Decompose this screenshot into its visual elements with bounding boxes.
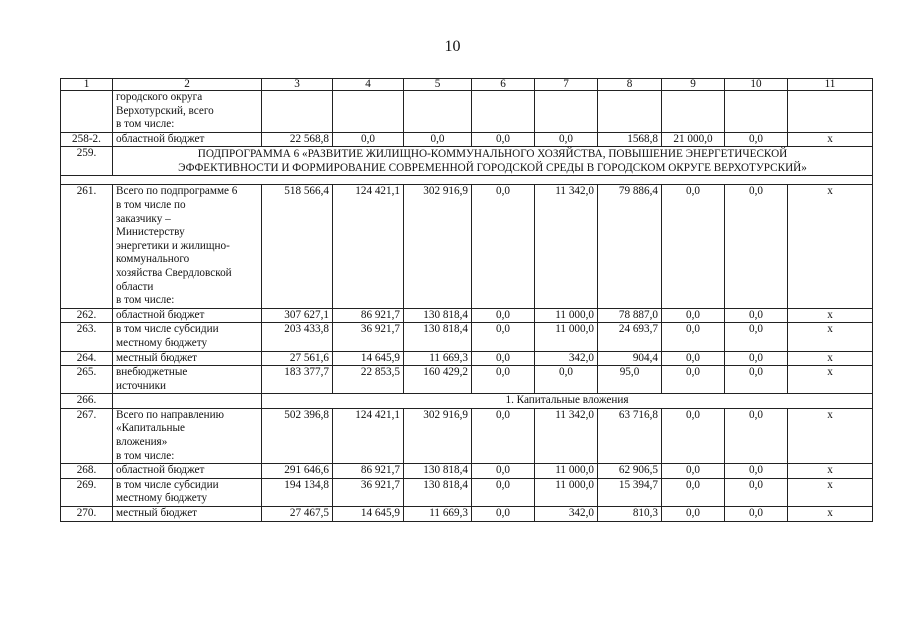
cell-value: 21 000,0 xyxy=(662,132,725,147)
cell-value: 124 421,1 xyxy=(333,185,404,308)
cell-value: 130 818,4 xyxy=(404,308,472,323)
cell-value: 86 921,7 xyxy=(333,464,404,479)
cell-value: 0,0 xyxy=(725,366,788,394)
row-label: областной бюджет xyxy=(113,464,262,479)
table-row xyxy=(61,507,873,522)
cell-value: 11 342,0 xyxy=(535,408,598,463)
cell-value: 0,0 xyxy=(472,464,535,479)
table-row xyxy=(61,464,873,479)
label-line: в том числе субсидии xyxy=(116,478,219,491)
cell-value: 0,0 xyxy=(535,132,598,147)
label-line: в том числе: xyxy=(116,294,175,307)
cell-value: 0,0 xyxy=(725,132,788,147)
row-number: 259. xyxy=(61,147,113,176)
column-header: 9 xyxy=(662,79,725,91)
cell-value: 0,0 xyxy=(662,185,725,308)
table-row xyxy=(61,308,873,323)
table-row xyxy=(61,366,873,394)
cell-value: 0,0 xyxy=(662,323,725,351)
cell-value: x xyxy=(788,132,873,147)
label-line: Всего по направлению xyxy=(116,408,224,421)
page-number: 10 xyxy=(444,38,461,55)
column-header: 8 xyxy=(598,79,662,91)
section-row xyxy=(61,394,873,409)
cell-value: 78 887,0 xyxy=(598,308,662,323)
row-number: 270. xyxy=(61,507,113,522)
cell-value: 0,0 xyxy=(725,507,788,522)
cell-value: x xyxy=(788,507,873,522)
budget-table xyxy=(60,78,873,522)
row-number: 264. xyxy=(61,351,113,366)
row-number: 268. xyxy=(61,464,113,479)
cell-value: 0,0 xyxy=(472,366,535,394)
label-line: «Капитальные xyxy=(116,422,185,435)
cell-value: 15 394,7 xyxy=(598,478,662,506)
label-line: области xyxy=(116,280,154,293)
cell-value: 22 568,8 xyxy=(262,132,333,147)
subprogram-row xyxy=(61,147,873,176)
column-header: 3 xyxy=(262,79,333,91)
cell-value: 0,0 xyxy=(472,185,535,308)
cell-value: 0,0 xyxy=(662,308,725,323)
cell-value: 63 716,8 xyxy=(598,408,662,463)
label-line: городского округа xyxy=(116,91,203,103)
cell-value: 0,0 xyxy=(472,308,535,323)
cell-value: 11 669,3 xyxy=(404,507,472,522)
cell-value: 22 853,5 xyxy=(333,366,404,394)
column-header: 10 xyxy=(725,79,788,91)
cell-value: 0,0 xyxy=(725,185,788,308)
cell-value: 0,0 xyxy=(725,408,788,463)
column-header: 5 xyxy=(404,79,472,91)
cell-value: 130 818,4 xyxy=(404,323,472,351)
label-line: местному бюджету xyxy=(116,492,208,505)
cell-value: 0,0 xyxy=(535,366,598,394)
column-header: 11 xyxy=(788,79,873,91)
row-label xyxy=(113,91,262,133)
row-label xyxy=(113,185,262,308)
cell-value: x xyxy=(788,351,873,366)
cell-value: 79 886,4 xyxy=(598,185,662,308)
row-number: 266. xyxy=(61,394,113,409)
row-label: местный бюджет xyxy=(113,507,262,522)
cell-value: 27 561,6 xyxy=(262,351,333,366)
cell-value: 518 566,4 xyxy=(262,185,333,308)
cell-value: 0,0 xyxy=(333,132,404,147)
row-number: 261. xyxy=(61,185,113,308)
cell-value: 203 433,8 xyxy=(262,323,333,351)
column-header: 4 xyxy=(333,79,404,91)
cell-value: 27 467,5 xyxy=(262,507,333,522)
table-row xyxy=(61,323,873,351)
row-label: областной бюджет xyxy=(113,132,262,147)
subprogram-title xyxy=(113,147,873,176)
table-row-continued xyxy=(61,91,873,133)
cell-value: x xyxy=(788,323,873,351)
label-line: в том числе субсидии xyxy=(116,323,219,336)
cell-value: x xyxy=(788,408,873,463)
cell-value: 0,0 xyxy=(725,323,788,351)
cell-value: 160 429,2 xyxy=(404,366,472,394)
cell-value: 0,0 xyxy=(725,478,788,506)
cell-value: 0,0 xyxy=(662,507,725,522)
table-row xyxy=(61,351,873,366)
row-label xyxy=(113,408,262,463)
cell-value: 11 000,0 xyxy=(535,464,598,479)
cell-value: 95,0 xyxy=(598,366,662,394)
cell-value: 11 342,0 xyxy=(535,185,598,308)
row-number: 265. xyxy=(61,366,113,394)
cell-value: 0,0 xyxy=(472,351,535,366)
row-number: 263. xyxy=(61,323,113,351)
row-number: 262. xyxy=(61,308,113,323)
cell-value: 36 921,7 xyxy=(333,323,404,351)
cell-value: 342,0 xyxy=(535,351,598,366)
subprogram-title-line: ЭФФЕКТИВНОСТИ И ФОРМИРОВАНИЕ СОВРЕМЕННОЙ ГОРОДСКОЙ СРЕДЫ В ГОРОДСКОМ ОКРУГЕ ВЕРХОТУРСКИЙ» xyxy=(178,162,807,175)
cell-value: 0,0 xyxy=(472,132,535,147)
cell-value: 11 000,0 xyxy=(535,308,598,323)
cell-value: 0,0 xyxy=(725,351,788,366)
cell-value: 1568,8 xyxy=(598,132,662,147)
cell-value: 86 921,7 xyxy=(333,308,404,323)
row-label: местный бюджет xyxy=(113,351,262,366)
label-line: коммунального xyxy=(116,253,190,266)
cell-value: x xyxy=(788,478,873,506)
cell-value: 904,4 xyxy=(598,351,662,366)
row-label xyxy=(113,478,262,506)
cell-value: x xyxy=(788,308,873,323)
cell-value: 0,0 xyxy=(472,478,535,506)
cell-value: 14 645,9 xyxy=(333,351,404,366)
row-number: 269. xyxy=(61,478,113,506)
column-header: 1 xyxy=(61,79,113,91)
cell-value: 0,0 xyxy=(662,464,725,479)
cell-value: 124 421,1 xyxy=(333,408,404,463)
cell-value: 291 646,6 xyxy=(262,464,333,479)
cell-value: 11 000,0 xyxy=(535,478,598,506)
cell-value: 0,0 xyxy=(472,408,535,463)
cell-value: 0,0 xyxy=(662,478,725,506)
cell-value: 130 818,4 xyxy=(404,478,472,506)
table-row xyxy=(61,478,873,506)
cell-value: 810,3 xyxy=(598,507,662,522)
cell-value: x xyxy=(788,366,873,394)
cell-value: 342,0 xyxy=(535,507,598,522)
label-line: Верхотурский, всего xyxy=(116,104,214,117)
label-line: в том числе: xyxy=(116,449,175,462)
row-label xyxy=(113,366,262,394)
cell-value: 502 396,8 xyxy=(262,408,333,463)
column-header: 7 xyxy=(535,79,598,91)
cell-value: 0,0 xyxy=(725,308,788,323)
column-header: 2 xyxy=(113,79,262,91)
cell-value: 62 906,5 xyxy=(598,464,662,479)
row-number: 258-2. xyxy=(61,132,113,147)
cell-value: 0,0 xyxy=(404,132,472,147)
cell-value: 302 916,9 xyxy=(404,408,472,463)
label-line: внебюджетные xyxy=(116,366,188,379)
table-gap xyxy=(61,176,873,185)
cell-value: 0,0 xyxy=(472,323,535,351)
cell-value: 307 627,1 xyxy=(262,308,333,323)
label-line: заказчику – xyxy=(116,212,171,225)
cell-value: 0,0 xyxy=(662,408,725,463)
label-line: энергетики и жилищно- xyxy=(116,239,230,252)
column-header: 6 xyxy=(472,79,535,91)
cell-value: 0,0 xyxy=(472,507,535,522)
cell-value: 0,0 xyxy=(662,351,725,366)
subprogram-title-line: ПОДПРОГРАММА 6 «РАЗВИТИЕ ЖИЛИЩНО-КОММУНАЛЬНОГО ХОЗЯЙСТВА, ПОВЫШЕНИЕ ЭНЕРГЕТИЧЕСКОЙ xyxy=(197,148,788,161)
label-line: местному бюджету xyxy=(116,336,208,349)
cell-value: 24 693,7 xyxy=(598,323,662,351)
table-row xyxy=(61,185,873,308)
column-number-header-row xyxy=(61,79,873,91)
cell-value: 36 921,7 xyxy=(333,478,404,506)
cell-value: 302 916,9 xyxy=(404,185,472,308)
label-line: Министерству xyxy=(116,226,185,239)
label-line: хозяйства Свердловской xyxy=(116,266,232,279)
cell-value: 0,0 xyxy=(725,464,788,479)
row-number: 267. xyxy=(61,408,113,463)
cell-value: 130 818,4 xyxy=(404,464,472,479)
section-title: 1. Капитальные вложения xyxy=(262,394,873,409)
cell-value: x xyxy=(788,464,873,479)
label-line: в том числе: xyxy=(116,118,175,131)
row-label xyxy=(113,323,262,351)
cell-value: 11 669,3 xyxy=(404,351,472,366)
cell-value: x xyxy=(788,185,873,308)
cell-value: 194 134,8 xyxy=(262,478,333,506)
label-line: источники xyxy=(116,379,167,392)
cell-value: 183 377,7 xyxy=(262,366,333,394)
cell-value: 11 000,0 xyxy=(535,323,598,351)
table-row xyxy=(61,408,873,463)
cell-value: 0,0 xyxy=(662,366,725,394)
table-row xyxy=(61,132,873,147)
label-line: в том числе по xyxy=(116,198,186,211)
cell-value: 14 645,9 xyxy=(333,507,404,522)
label-line: Всего по подпрограмме 6 xyxy=(116,185,238,198)
label-line: вложения» xyxy=(116,436,168,449)
row-label: областной бюджет xyxy=(113,308,262,323)
